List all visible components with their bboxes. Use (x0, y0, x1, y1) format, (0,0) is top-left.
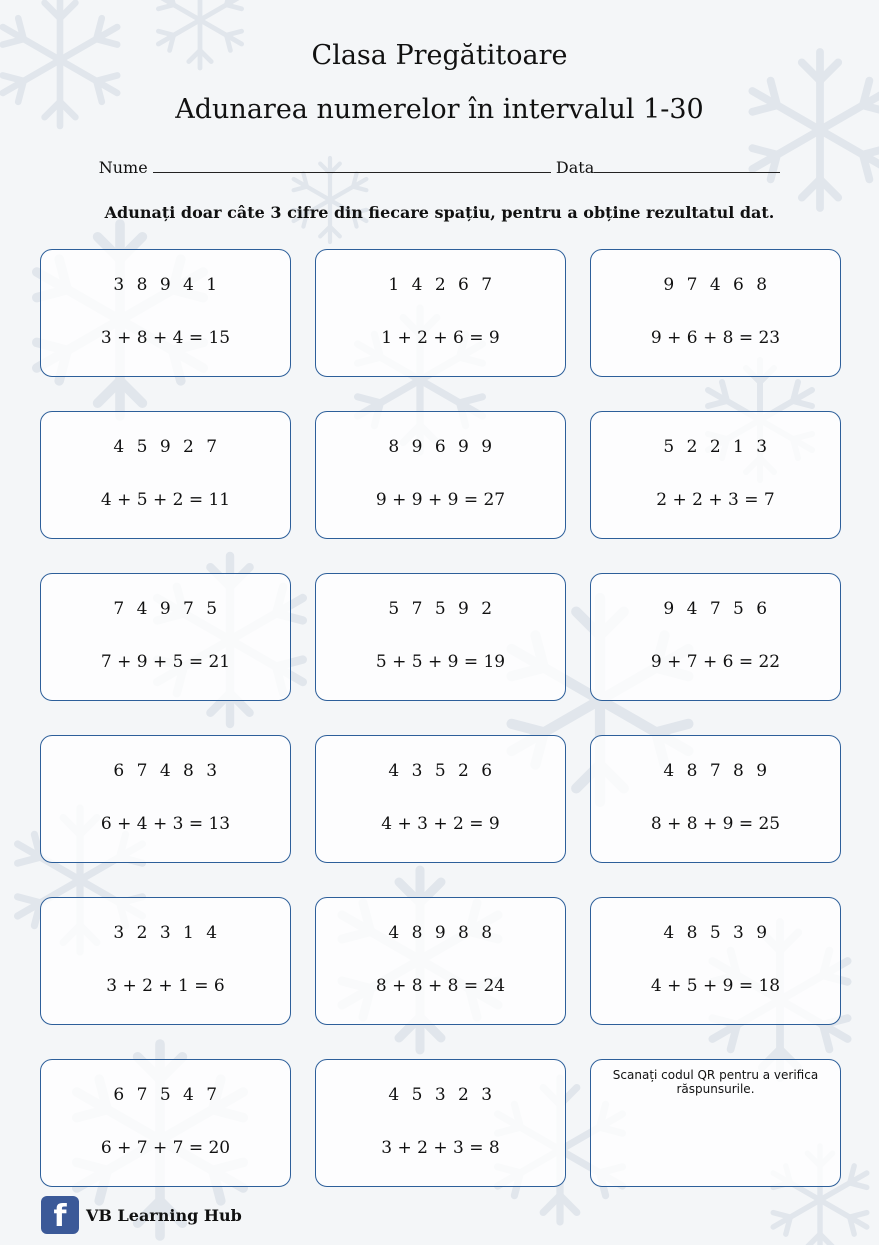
digit-row: 9 4 7 5 6 (663, 599, 768, 619)
sum-equation: 4 + 5 + 2 = 11 (100, 490, 231, 510)
sum-equation: 9 + 9 + 9 = 27 (375, 490, 506, 510)
digit-row: 3 8 9 4 1 (113, 275, 218, 295)
sum-equation: 2 + 2 + 3 = 7 (656, 490, 775, 510)
exercise-card (315, 897, 566, 1025)
digit-row: 4 5 9 2 7 (113, 437, 218, 457)
sum-equation: 9 + 6 + 8 = 23 (650, 328, 781, 348)
page-title: Clasa Pregătitoare (311, 40, 568, 71)
exercise-card (590, 573, 841, 701)
qr-code-card (590, 1059, 841, 1187)
exercise-card (315, 1059, 566, 1187)
digit-row: 5 7 5 9 2 (388, 599, 493, 619)
digit-row: 4 8 5 3 9 (663, 923, 768, 943)
digit-row: 4 8 9 8 8 (388, 923, 493, 943)
exercise-card (40, 735, 291, 863)
sum-equation: 1 + 2 + 6 = 9 (381, 328, 500, 348)
sum-equation: 9 + 7 + 6 = 22 (650, 652, 781, 672)
sum-equation: 8 + 8 + 9 = 25 (650, 814, 781, 834)
exercise-card (40, 897, 291, 1025)
page-subtitle: Adunarea numerelor în intervalul 1-30 (175, 94, 704, 125)
sum-equation: 3 + 2 + 1 = 6 (106, 976, 225, 996)
digit-row: 8 9 6 9 9 (388, 437, 493, 457)
name-field[interactable] (153, 158, 551, 173)
digit-row: 6 7 4 8 3 (113, 761, 218, 781)
name-label: Nume (98, 158, 148, 177)
digit-row: 4 5 3 2 3 (388, 1085, 493, 1105)
exercise-card (590, 249, 841, 377)
digit-row: 1 4 2 6 7 (388, 275, 493, 295)
exercise-card (315, 411, 566, 539)
digit-row: 9 7 4 6 8 (663, 275, 768, 295)
date-field[interactable] (594, 158, 780, 173)
sum-equation: 7 + 9 + 5 = 21 (100, 652, 231, 672)
exercise-card (315, 249, 566, 377)
digit-row: 4 8 7 8 9 (663, 761, 768, 781)
digit-row: 7 4 9 7 5 (113, 599, 218, 619)
exercise-card (40, 249, 291, 377)
exercise-card (590, 411, 841, 539)
exercise-grid (40, 249, 841, 1187)
digit-row: 6 7 5 4 7 (113, 1085, 218, 1105)
digit-row: 5 2 2 1 3 (663, 437, 768, 457)
digit-row: 4 3 5 2 6 (388, 761, 493, 781)
sum-equation: 4 + 5 + 9 = 18 (650, 976, 781, 996)
exercise-card (40, 573, 291, 701)
footer (41, 1196, 242, 1234)
sum-equation: 6 + 4 + 3 = 13 (100, 814, 231, 834)
name-date-line (0, 158, 879, 177)
brand-name: VB Learning Hub (86, 1205, 242, 1225)
sum-equation: 3 + 8 + 4 = 15 (100, 328, 231, 348)
exercise-card (590, 897, 841, 1025)
sum-equation: 8 + 8 + 8 = 24 (375, 976, 506, 996)
digit-row: 3 2 3 1 4 (113, 923, 218, 943)
exercise-card (40, 411, 291, 539)
exercise-card (315, 573, 566, 701)
qr-instruction-text: Scanați codul QR pentru a verifica răspunsurile. (612, 1068, 819, 1096)
sum-equation: 5 + 5 + 9 = 19 (375, 652, 506, 672)
exercise-card (40, 1059, 291, 1187)
sum-equation: 4 + 3 + 2 = 9 (381, 814, 500, 834)
facebook-icon[interactable]: f (41, 1196, 79, 1234)
sum-equation: 3 + 2 + 3 = 8 (381, 1138, 500, 1158)
date-label: Data (555, 158, 595, 177)
exercise-card (590, 735, 841, 863)
exercise-card (315, 735, 566, 863)
sum-equation: 6 + 7 + 7 = 20 (100, 1138, 231, 1158)
instruction-text: Adunați doar câte 3 cifre din fiecare spațiu, pentru a obține rezultatul dat. (104, 203, 775, 222)
